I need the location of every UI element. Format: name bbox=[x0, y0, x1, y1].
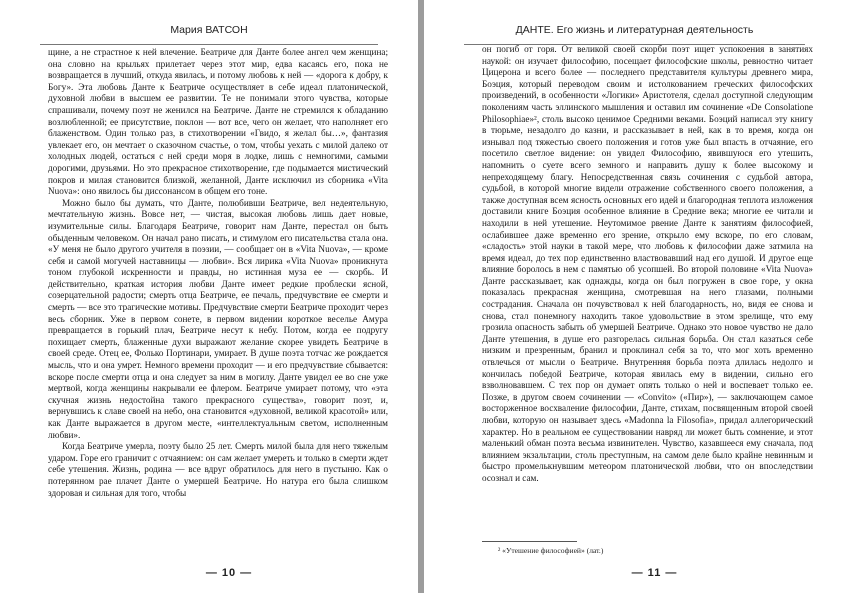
header-rule-left bbox=[40, 44, 378, 45]
paragraph: Когда Беатриче умерла, поэту было 25 лет. Смерть милой была для него тяжелым ударом. Горе его граничит с отчаянием: он сам желает умереть и только в смерти ждет себе утешения. Жизнь, родина — все вдруг обратилось для него в пустыню. Как о потерянном рае плачет Данте о умершей Беатриче. Но натура его была слишком здоровая и сильная для того, чтобы bbox=[48, 441, 388, 498]
footnote: ² «Утешение философией» (лат.) bbox=[498, 546, 604, 555]
body-text-right bbox=[482, 44, 813, 485]
paragraph: Можно было бы думать, что Данте, полюбивши Беатриче, вел недеятельную, мечтательную жизнь. Вовсе нет, — чистая, высокая любовь лишь дает новые, изумительные силы. Благодаря Беатриче, говорит нам Данте, перестал он быть обыденным человеком. Он начал рано писать, и стимулом его писательства стала она. «У меня не было другого учителя в поэзии, — сообщает он в «Vita Nuova», — кроме себя и самой могучей наставницы — любви». Вся лирика «Vita Nuova» проникнута тоном глубокой искренности и правды, но истинная муза ее — скорбь. И действительно, краткая история любви Данте имеет редкие проблески ясной, созерцательной радости; смерть отца Беатриче, ее печаль, предчувствие ее смерти и смерть — все это трагические мотивы. Предчувствие смерти Беатриче проходит через весь сборник. Уже в первом сонете, в первом видении короткое веселье Амура превращается в горький плач, Беатриче несут к небу. Потом, когда ее подругу похищает смерть, блаженные духи выражают желание скорее увидеть Беатриче в своей среде. Отец ее, Фолько Портинари, умирает. В душе поэта тотчас же рождается мысль, что и она умрет. Немного времени проходит — и его предчувствие сбывается: вскоре после смерти отца и она следует за ним в могилу. Данте увидел ее во сне уже мертвой, когда женщины накрывали ее флером. Беатриче умирает потому, что «эта скучная жизнь недостойна такого прекрасного существа», говорит поэт, и, вернувшись к славе своей на небо, она становится «духовной, великой красотой» или, как Данте выражается в другом месте, «интеллектуальным светом, исполненным любви». bbox=[48, 197, 388, 440]
footnote-rule bbox=[482, 541, 577, 542]
page-number-left: — 10 — bbox=[205, 567, 253, 579]
running-head-right: ДАНТЕ. Его жизнь и литературная деятельность bbox=[515, 24, 754, 36]
paragraph: щине, а не страстное к ней влечение. Беатриче для Данте более ангел чем женщина; она словно на крыльях прилетает через этот мир, едва касаясь его, пока не возвращается в лучший, откуда явилась, и потому любовь к ней — «дорога к добру, к Богу». Эта любовь Данте к Беатриче осуществляет в себе идеал платонической, духовной любви в высшем ее развитии. Те не понимали этого чувства, которые спрашивали, почему поэт не женился на Беатриче. Данте не стремился к обладанию возлюбленной; ее присутствие, поклон — вот все, чего он желает, что наполняет его блаженством. Один только раз, в стихотворении «Гвидо, я желал бы…», фантазия увлекает его, он мечтает о сказочном счастье, о том, чтобы уехать с милой далеко от холодных людей, остаться с ней среди моря в лодке, лишь с немногими, самыми дорогими, друзьями. Но это прекрасное стихотворение, где подымается мистический покров и милая становится близкой, желанной, Данте исключил из сборника «Vita Nuova»: оно явилось бы диссонансом в общем его тоне. bbox=[48, 47, 388, 197]
page-number-right: — 11 — bbox=[631, 567, 678, 579]
running-head-left: Мария ВАТСОН bbox=[170, 24, 248, 36]
body-text-left bbox=[48, 47, 388, 499]
paragraph: он погиб от горя. От великой своей скорби поэт ищет успокоения в занятиях наукой: он изучает философию, посещает философские школы, ревностно читает Цицерона и всего более — последнего представителя культуры древнего мира, Боэция, который переводом своим и истолкованием греческих философских произведений, в особенности «Логики» Аристотеля, сделал доступной следующим поколениям часть эллинского мышления и оставил им сочинение «De Consolatione Philosophiae»², столь высоко ценимое Средними веками. Боэций написал эту книгу в тюрьме, незадолго до казни, и рассказывает в ней, как в то время, когда он изнывал под тяжестью своего положения и готов уже был впасть в отчаяние, его посетило светлое видение: он увидел Философию, явившуюся его утешить, напомнить о суете всего земного и направить душу к более высокому и непреходящему благу. Непосредственная связь сочинения с судьбой автора, судьбой, в которой многие видели отражение собственного своего положения, а также доступная всем ясность основных его идей и благородная теплота изложения доставили книге Боэция особенное влияние в Средние века; многие ее читали и находили в ней утешение. Неутомимое рвение Данте к занятиям философией, ослабившее даже временно его зрение, открыло ему вскоре, по его словам, «сладость» этой науки в такой мере, что любовь к философии даже затмила на время идеал, до тех пор единственно властвовавший над его душой. И другое еще влияние боролось в нем с памятью об усопшей. Во второй половине «Vita Nuova» Данте рассказывает, как однажды, когда он был погружен в свое горе, у окна показалась прекрасная женщина, смотревшая на него глазами, полными сострадания. Сначала он почувствовал к ней благодарность, но, видя ее снова и снова, стал понемногу находить такое удовольствие в этом зрелище, что ему грозила опасность забыть об умершей Беатриче. Однако это новое чувство не дало Данте утешения, в душе его разгорелась сильная борьба. Он стал казаться себе низким и презренным, бранил и проклинал себя за то, что мог хоть временно отвлечься от мысли о Беатриче. Внутренняя борьба поэта длилась недолго и кончилась победой Беатриче, которая явилась ему в видении, сильно его взволновавшем. С тех пор он думает опять только о ней и воспевает только ее. Позже, в другом своем сочинении — «Convito» («Пир»), — заключающем самое восторженное восхваление философии, Данте, стихам, посвященным второй своей любви, которую он называет здесь «Madonna la Filosofia», придал аллегорический характер. Но в реальном ее существовании навряд ли может быть сомнение, и этот маленький обман поэта весьма извинителен. Чувство, казавшееся ему сначала, под влиянием экзальтации, столь преступным, на самом деле было крайне невинным и быстро промелькнувшим метеором платонической любви, что он впоследствии осознал и сам. bbox=[482, 44, 813, 483]
left-page bbox=[0, 0, 418, 593]
right-page bbox=[424, 0, 845, 593]
